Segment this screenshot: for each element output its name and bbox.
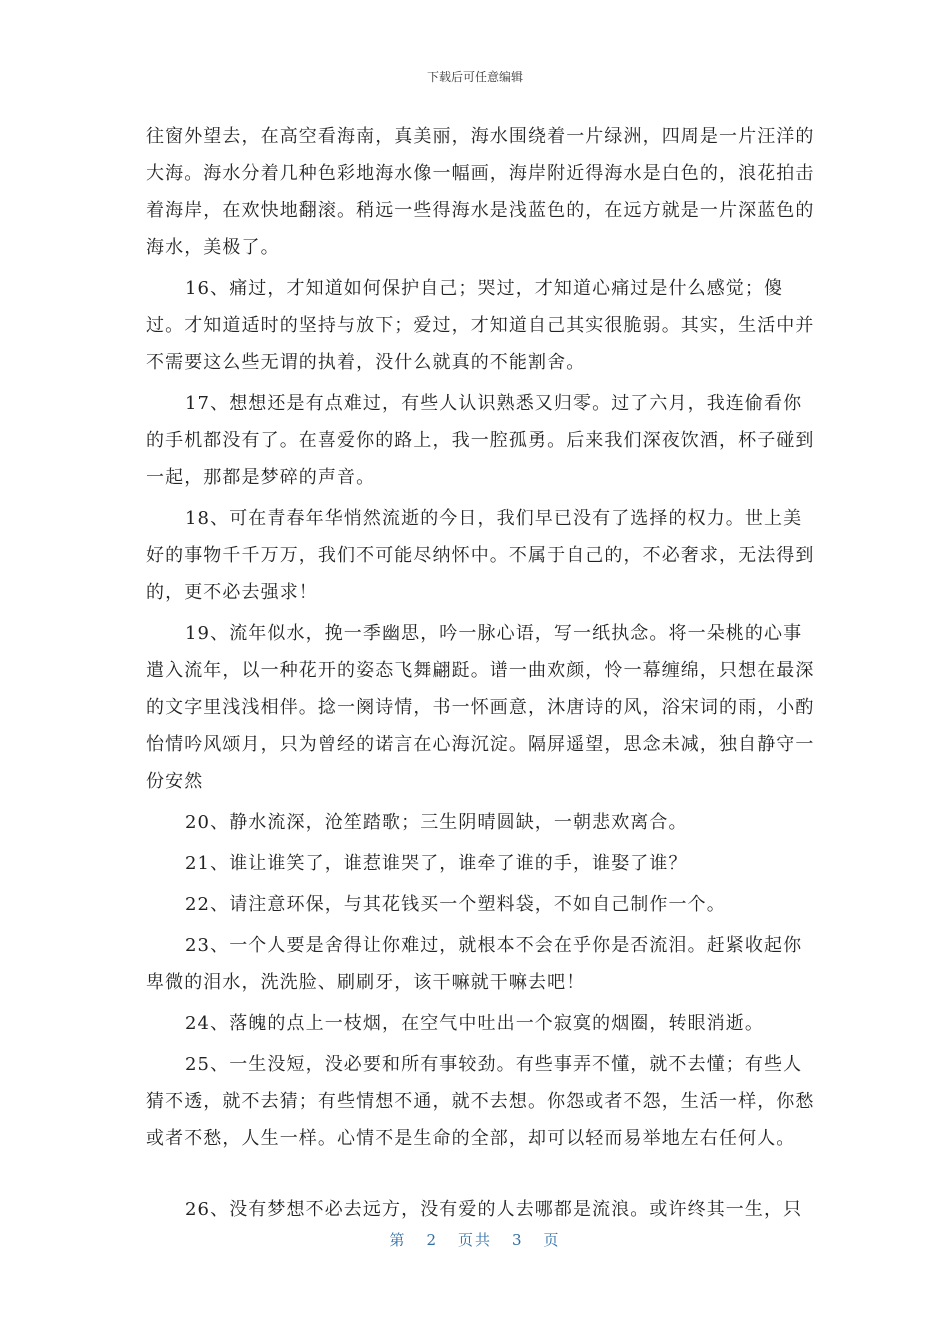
paragraph-21: 21、谁让谁笑了，谁惹谁哭了，谁牵了谁的手，谁娶了谁？: [185, 853, 688, 874]
paragraph-19: 19、流年似水，挽一季幽思，吟一脉心语，写一纸执念。将一朵桃的心事遣入流年，以一种花开的姿态飞舞翩跹。谱一曲欢颜，怜一幕缠绵，只想在最深的文字里浅浅相伴。捻一阕诗情，书一怀画意，沐唐诗的风，浴宋词的雨，小酌怡情吟风颂月，只为曾经的诺言在心海沉淀。隔屏遥望，思念未减，独自静守一份安然: [146, 623, 815, 792]
document-body: [146, 118, 816, 1232]
page-header: 下载后可任意编辑: [426, 70, 523, 84]
footer-page-label: 第: [389, 1231, 407, 1249]
page-footer: [0, 1229, 950, 1250]
paragraph-23: 23、一个人要是舍得让你难过，就根本不会在乎你是否流泪。赶紧收起你卑微的泪水，洗洗脸、刷刷牙，该干嘛就干嘛去吧！: [146, 935, 803, 993]
paragraph-16: 16、痛过，才知道如何保护自己；哭过，才知道心痛过是什么感觉；傻过。才知道适时的坚持与放下；爱过，才知道自己其实很脆弱。其实，生活中并不需要这么些无谓的执着，没什么就真的不能割舍。: [146, 278, 815, 373]
footer-total-label: 页共: [457, 1231, 492, 1249]
footer-end-label: 页: [543, 1231, 561, 1249]
footer-current-page: 2: [426, 1231, 438, 1249]
paragraph-18: 18、可在青春年华悄然流逝的今日，我们早已没有了选择的权力。世上美好的事物千千万万，我们不可能尽纳怀中。不属于自己的，不必奢求，无法得到的，更不必去强求！: [146, 508, 815, 603]
paragraph-22: 22、请注意环保，与其花钱买一个塑料袋，不如自己制作一个。: [185, 894, 726, 915]
footer-total-pages: 3: [512, 1231, 524, 1249]
paragraph-24: 24、落魄的点上一枝烟，在空气中吐出一个寂寞的烟圈，转眼消逝。: [185, 1013, 765, 1034]
paragraph-intro: 往窗外望去，在高空看海南，真美丽，海水围绕着一片绿洲，四周是一片汪洋的大海。海水分着几种色彩地海水像一幅画，海岸附近得海水是白色的，浪花拍击着海岸，在欢快地翻滚。稍远一些得海水是浅蓝色的，在远方就是一片深蓝色的海水，美极了。: [146, 126, 815, 258]
paragraph-17: 17、想想还是有点难过，有些人认识熟悉又归零。过了六月，我连偷看你的手机都没有了。在喜爱你的路上，我一腔孤勇。后来我们深夜饮酒，杯子碰到一起，那都是梦碎的声音。: [146, 393, 815, 488]
paragraph-26: 26、没有梦想不必去远方，没有爱的人去哪都是流浪。或许终其一生，只: [185, 1199, 803, 1220]
paragraph-25: 25、一生没短，没必要和所有事较劲。有些事弄不懂，就不去懂；有些人猜不透，就不去猜；有些情想不通，就不去想。你怨或者不怨，生活一样，你愁或者不愁，人生一样。心情不是生命的全部，却可以轻而易举地左右任何人。: [146, 1054, 815, 1149]
paragraph-20: 20、静水流深，沧笙踏歌；三生阴晴圆缺，一朝悲欢离合。: [185, 812, 688, 833]
